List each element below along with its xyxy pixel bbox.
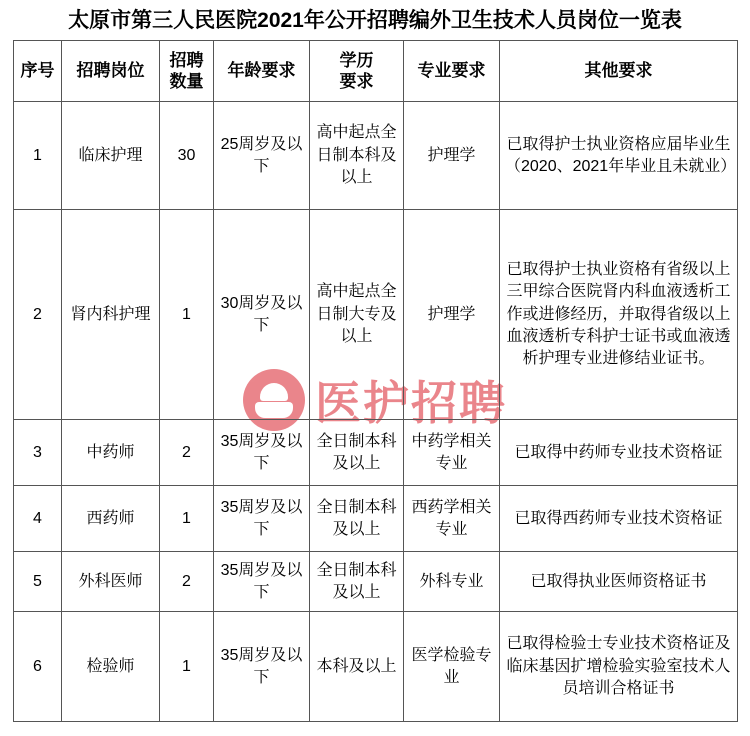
cell-age: 35周岁及以下 xyxy=(214,552,310,612)
table-header-row xyxy=(14,41,738,102)
cell-education: 本科及以上 xyxy=(310,612,404,722)
cell-age: 35周岁及以下 xyxy=(214,486,310,552)
table-row xyxy=(14,102,738,210)
column-header-other: 其他要求 xyxy=(500,41,738,102)
column-header-number-line2: 数量 xyxy=(169,72,204,92)
column-header-education-line1: 学历 xyxy=(339,50,374,70)
cell-no: 1 xyxy=(14,102,62,210)
cell-major: 中药学相关专业 xyxy=(404,420,500,486)
cell-major: 西药学相关专业 xyxy=(404,486,500,552)
cell-no: 2 xyxy=(14,210,62,420)
column-header-age: 年龄要求 xyxy=(214,41,310,102)
cell-age: 35周岁及以下 xyxy=(214,420,310,486)
cell-no: 5 xyxy=(14,552,62,612)
cell-no: 3 xyxy=(14,420,62,486)
cell-number: 2 xyxy=(160,420,214,486)
column-header-major: 专业要求 xyxy=(404,41,500,102)
watermark-text: 医护招聘 xyxy=(315,376,507,430)
cell-number: 1 xyxy=(160,210,214,420)
cell-number: 1 xyxy=(160,612,214,722)
cell-no: 6 xyxy=(14,612,62,722)
cell-other: 已取得检验士专业技术资格证及临床基因扩增检验实验室技术人员培训合格证书 xyxy=(500,612,738,722)
cell-education: 全日制本科及以上 xyxy=(310,486,404,552)
cell-other: 已取得中药师专业技术资格证 xyxy=(500,420,738,486)
cell-post: 外科医师 xyxy=(62,552,160,612)
cell-education: 全日制本科及以上 xyxy=(310,420,404,486)
column-header-no: 序号 xyxy=(14,41,62,102)
cell-age: 35周岁及以下 xyxy=(214,612,310,722)
cell-number: 1 xyxy=(160,486,214,552)
cell-age: 30周岁及以下 xyxy=(214,210,310,420)
recruitment-table xyxy=(13,40,738,722)
cell-post: 检验师 xyxy=(62,612,160,722)
column-header-education xyxy=(310,41,404,102)
table-row xyxy=(14,420,738,486)
cell-age: 25周岁及以下 xyxy=(214,102,310,210)
cell-number: 30 xyxy=(160,102,214,210)
cell-other: 已取得执业医师资格证书 xyxy=(500,552,738,612)
cell-post: 西药师 xyxy=(62,486,160,552)
cell-number: 2 xyxy=(160,552,214,612)
cell-major: 外科专业 xyxy=(404,552,500,612)
cell-education: 高中起点全日制本科及以上 xyxy=(310,102,404,210)
column-header-education-line2: 要求 xyxy=(339,72,374,92)
column-header-post: 招聘岗位 xyxy=(62,41,160,102)
cell-major: 护理学 xyxy=(404,102,500,210)
cell-post: 肾内科护理 xyxy=(62,210,160,420)
table-row xyxy=(14,486,738,552)
page-title: 太原市第三人民医院2021年公开招聘编外卫生技术人员岗位一览表 xyxy=(68,9,682,32)
cell-post: 临床护理 xyxy=(62,102,160,210)
cell-no: 4 xyxy=(14,486,62,552)
table-row xyxy=(14,552,738,612)
cell-other: 已取得护士执业资格应届毕业生（2020、2021年毕业且未就业） xyxy=(500,102,738,210)
column-header-number-line1: 招聘 xyxy=(169,50,204,70)
cell-education: 高中起点全日制大专及以上 xyxy=(310,210,404,420)
table-row xyxy=(14,612,738,722)
cell-post: 中药师 xyxy=(62,420,160,486)
cell-other: 已取得西药师专业技术资格证 xyxy=(500,486,738,552)
table-row xyxy=(14,210,738,420)
cell-other: 已取得护士执业资格有省级以上三甲综合医院肾内科血液透析工作或进修经历，并取得省级以上血液透析专科护士证书或血液透析护理专业进修结业证书。 xyxy=(500,210,738,420)
cell-education: 全日制本科及以上 xyxy=(310,552,404,612)
cell-major: 护理学 xyxy=(404,210,500,420)
cell-major: 医学检验专业 xyxy=(404,612,500,722)
column-header-number xyxy=(160,41,214,102)
